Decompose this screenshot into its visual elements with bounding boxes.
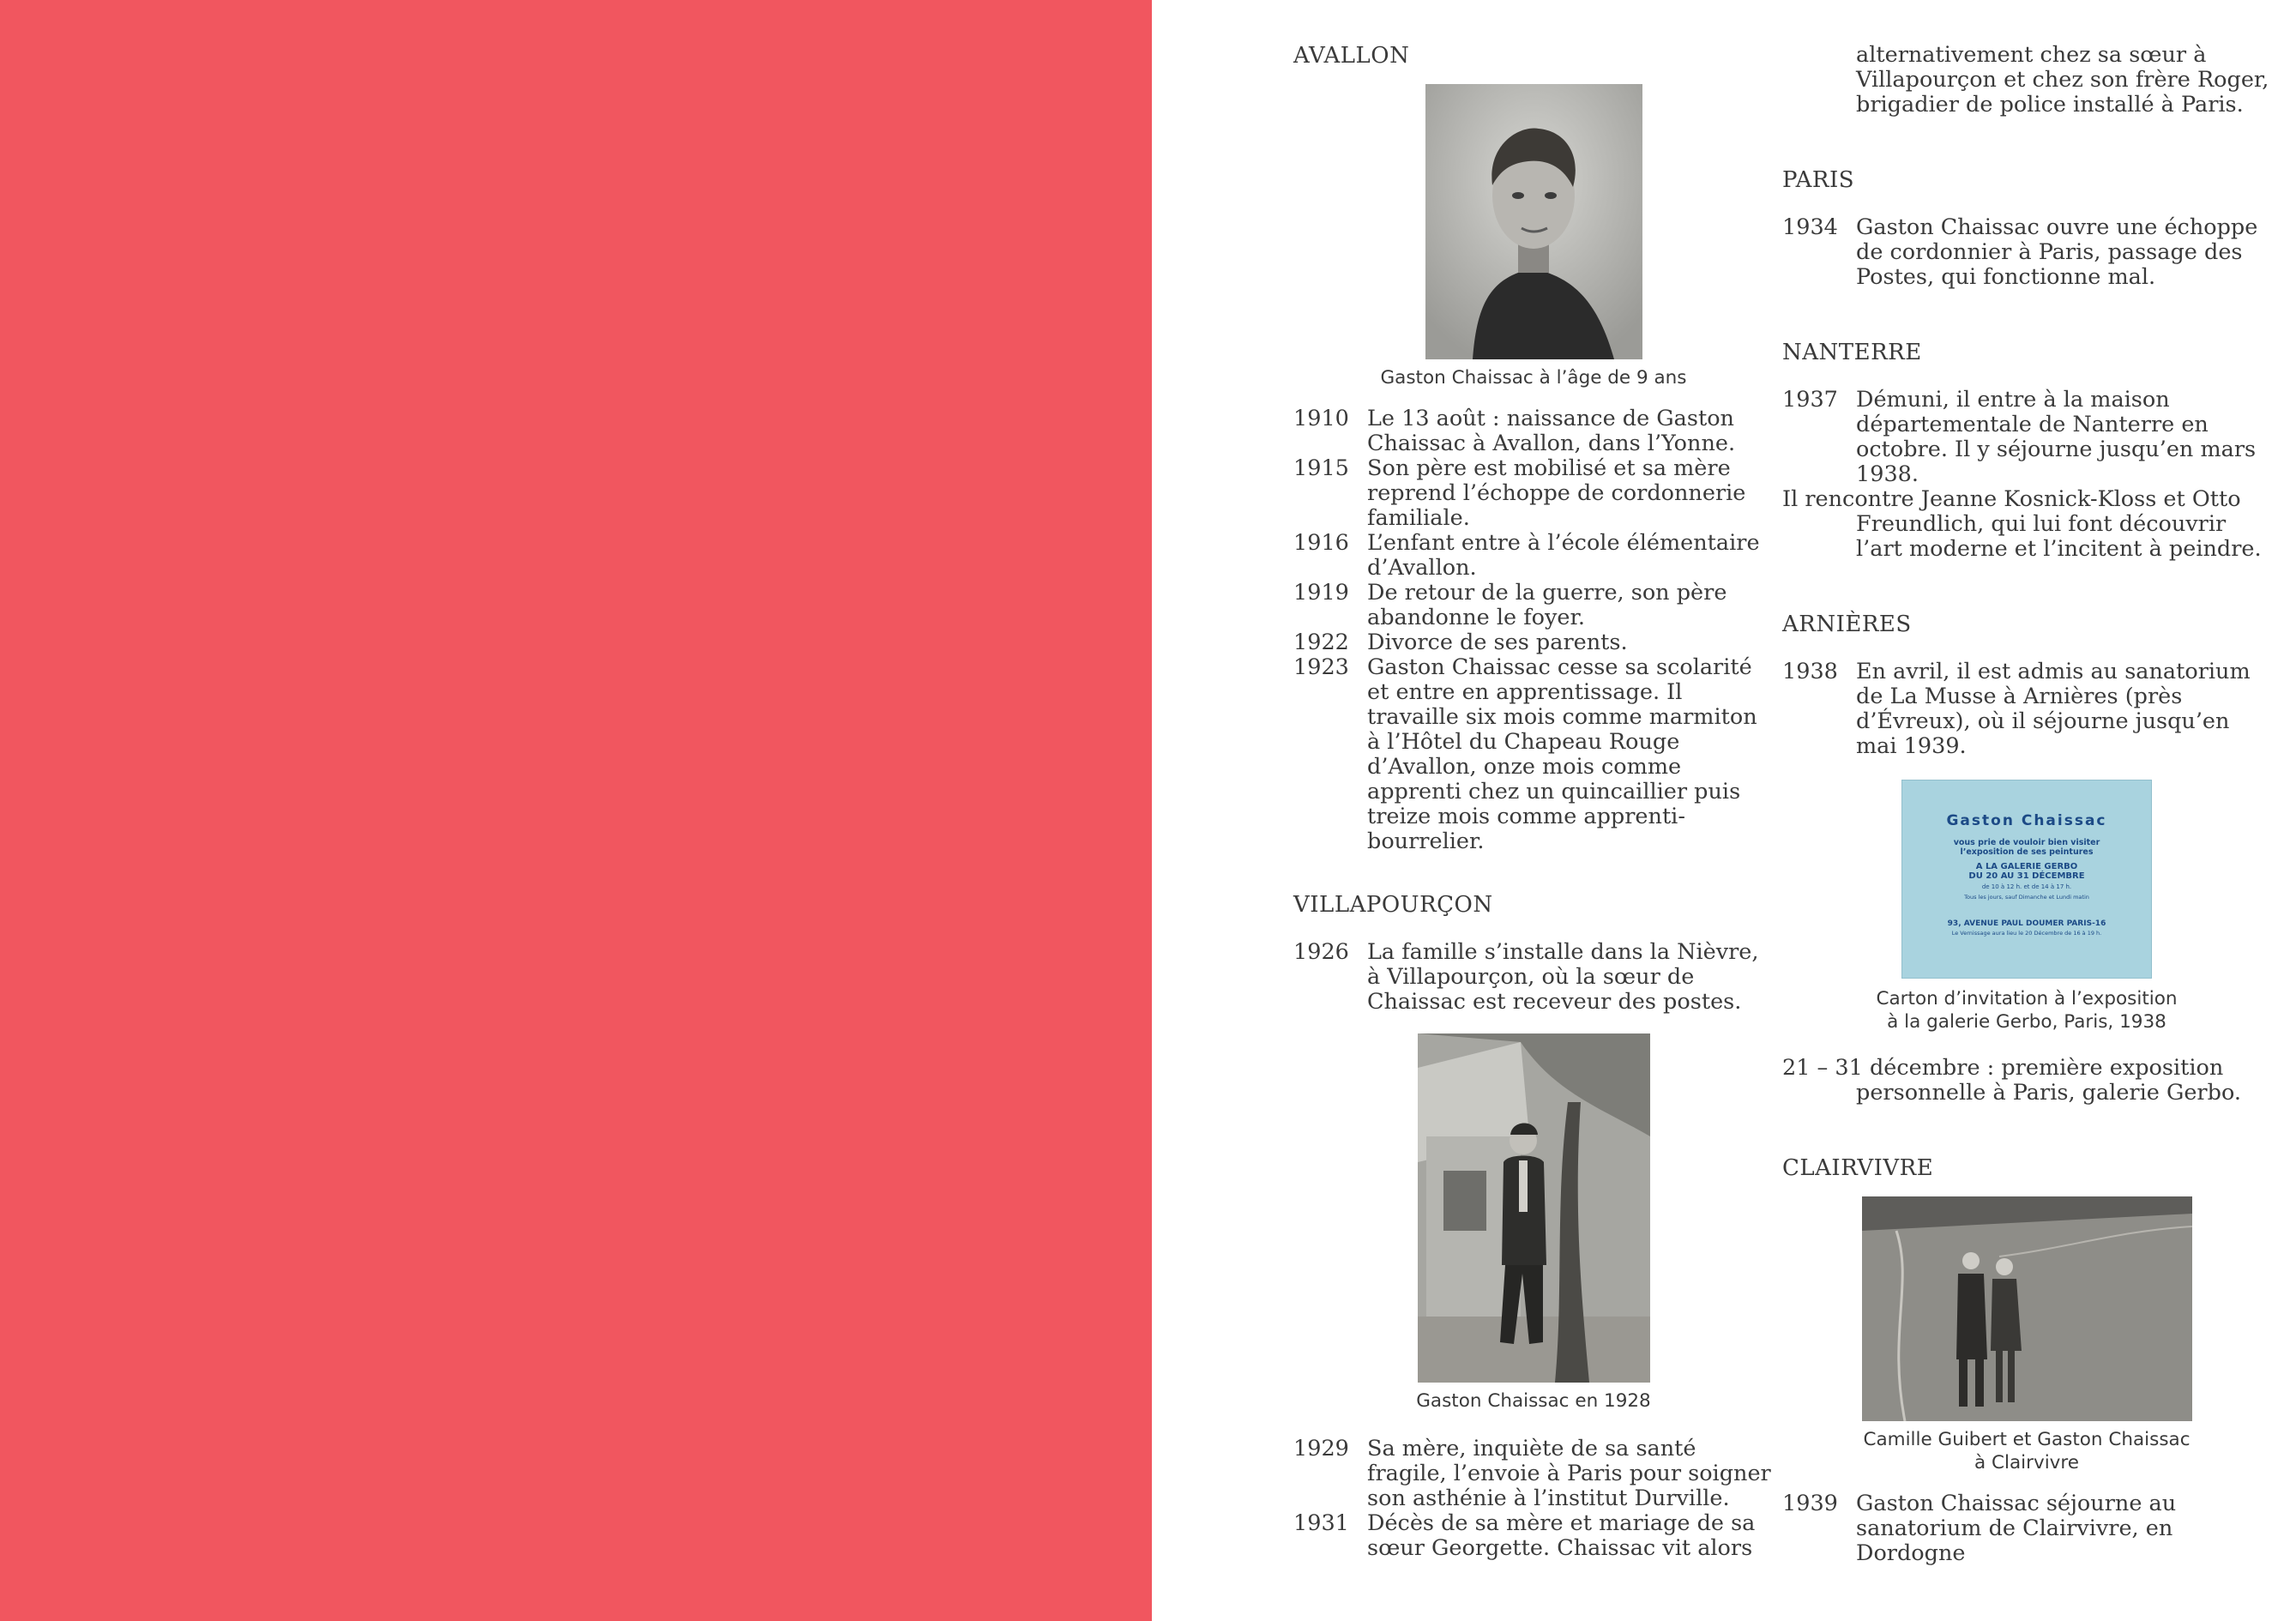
timeline-entry: 1916 L’enfant entre à l’école élémentaire d’Avallon. — [1293, 530, 1760, 581]
card-caption-line-1: Carton d’invitation à l’exposition — [1876, 988, 2178, 1009]
card-caption-line-2: à la galerie Gerbo, Paris, 1938 — [1887, 1011, 2166, 1033]
arnieres-entries — [1782, 660, 2271, 759]
section-heading-villapourcon: VILLAPOURÇON — [1293, 892, 1493, 918]
card-line: l’exposition de ses peintures — [1960, 847, 2094, 857]
photo-caption-clairvivre-line-1: Camille Guibert et Gaston Chaissac — [1863, 1429, 2191, 1450]
timeline-entry: 1931 Décès de sa mère et mariage de sa sœur Georgette. Chaissac vit alors — [1293, 1510, 1756, 1561]
photo-chaissac-1928 — [1418, 1033, 1650, 1383]
timeline-column-left — [1293, 43, 1774, 1561]
timeline-entry: 1938 En avril, il est admis au sanatorium de La Musse à Arnières (près d’Évreux), où il séjourne jusqu’en mai 1939. — [1782, 659, 2251, 759]
photo-caption-1928: Gaston Chaissac en 1928 — [1416, 1390, 1651, 1412]
continued-entry-text: alternativement chez sa sœur à Villapourçon et chez son frère Roger, brigadier de police installé à Paris. — [1856, 42, 2269, 118]
timeline-entry: 1919 De retour de la guerre, son père abandonne le foyer. — [1293, 580, 1727, 630]
timeline-entry: 1910 Le 13 août : naissance de Gaston Chaissac à Avallon, dans l’Yonne. — [1293, 406, 1736, 456]
section-heading-avallon: AVALLON — [1293, 43, 1410, 69]
timeline-entry: 1934 Gaston Chaissac ouvre une échoppe de cordonnier à Paris, passage des Postes, qui fonctionne mal. — [1782, 214, 2258, 290]
invitation-card — [1901, 780, 2152, 979]
timeline-entry: 1915 Son père est mobilisé et sa mère reprend l’échoppe de cordonnerie familiale. — [1293, 455, 1746, 531]
paris-entries — [1782, 215, 2271, 290]
photo-caption-age-9: Gaston Chaissac à l’âge de 9 ans — [1380, 367, 1687, 389]
card-line: DU 20 AU 31 DÉCEMBRE — [1968, 871, 2085, 881]
photo-chaissac-age-9 — [1425, 84, 1642, 359]
arnieres-note: 21 – 31 décembre : première exposition personnelle à Paris, galerie Gerbo. — [1782, 1055, 2241, 1106]
timeline-entry: 1926 La famille s’installe dans la Nièvre, à Villapourçon, où la sœur de Chaissac est receveur des postes. — [1293, 939, 1759, 1015]
nanterre-entries — [1782, 388, 2271, 487]
nanterre-note: Il rencontre Jeanne Kosnick-Kloss et Otto Freundlich, qui lui font découvrir l’art moderne et l’incitent à peindre. — [1782, 486, 2262, 562]
card-line: vous prie de vouloir bien visiter — [1953, 838, 2100, 847]
villapourcon-entries-after — [1293, 1437, 1774, 1561]
photo-caption-clairvivre-line-2: à Clairvivre — [1974, 1452, 2079, 1473]
timeline-entry: 1923 Gaston Chaissac cesse sa scolarité et entre en apprentissage. Il travaille six mois comme marmiton à l’Hôtel du Chapeau Rouge d’Avallon, onze mois comme apprenti chez un quincaillier puis treize mois comme apprenti-bourrelier. — [1293, 654, 1757, 854]
clairvivre-entries — [1782, 1491, 2271, 1566]
card-line: Le Vernissage aura lieu le 20 Décembre de 16 à 19 h. — [1951, 930, 2102, 937]
card-line: Tous les jours, sauf Dimanche et Lundi matin — [1964, 894, 2089, 901]
section-heading-nanterre: NANTERRE — [1782, 340, 1922, 365]
card-address: 93, AVENUE PAUL DOUMER PARIS-16 — [1947, 919, 2106, 928]
section-heading-clairvivre: CLAIRVIVRE — [1782, 1155, 1934, 1181]
section-heading-arnieres: ARNIÈRES — [1782, 612, 1912, 637]
card-line: A LA GALERIE GERBO — [1975, 862, 2078, 871]
timeline-column-right — [1782, 43, 2271, 1566]
timeline-entry: 1929 Sa mère, inquiète de sa santé fragile, l’envoie à Paris pour soigner son asthénie à l’institut Durville. — [1293, 1436, 1771, 1511]
timeline-entry: 1939 Gaston Chaissac séjourne au sanatorium de Clairvivre, en Dordogne — [1782, 1491, 2177, 1566]
timeline-entry: 1937 Démuni, il entre à la maison départementale de Nanterre en octobre. Il y séjourne jusqu’en mars 1938. — [1782, 387, 2257, 487]
avallon-entries — [1293, 407, 1774, 854]
villapourcon-entries — [1293, 940, 1774, 1015]
card-name: Gaston Chaissac — [1946, 812, 2107, 829]
timeline-entry: 1922 Divorce de ses parents. — [1293, 630, 1628, 655]
photo-guibert-and-chaissac — [1862, 1196, 2192, 1421]
section-heading-paris: PARIS — [1782, 167, 1855, 193]
card-line: de 10 à 12 h. et de 14 à 17 h. — [1981, 883, 2072, 890]
